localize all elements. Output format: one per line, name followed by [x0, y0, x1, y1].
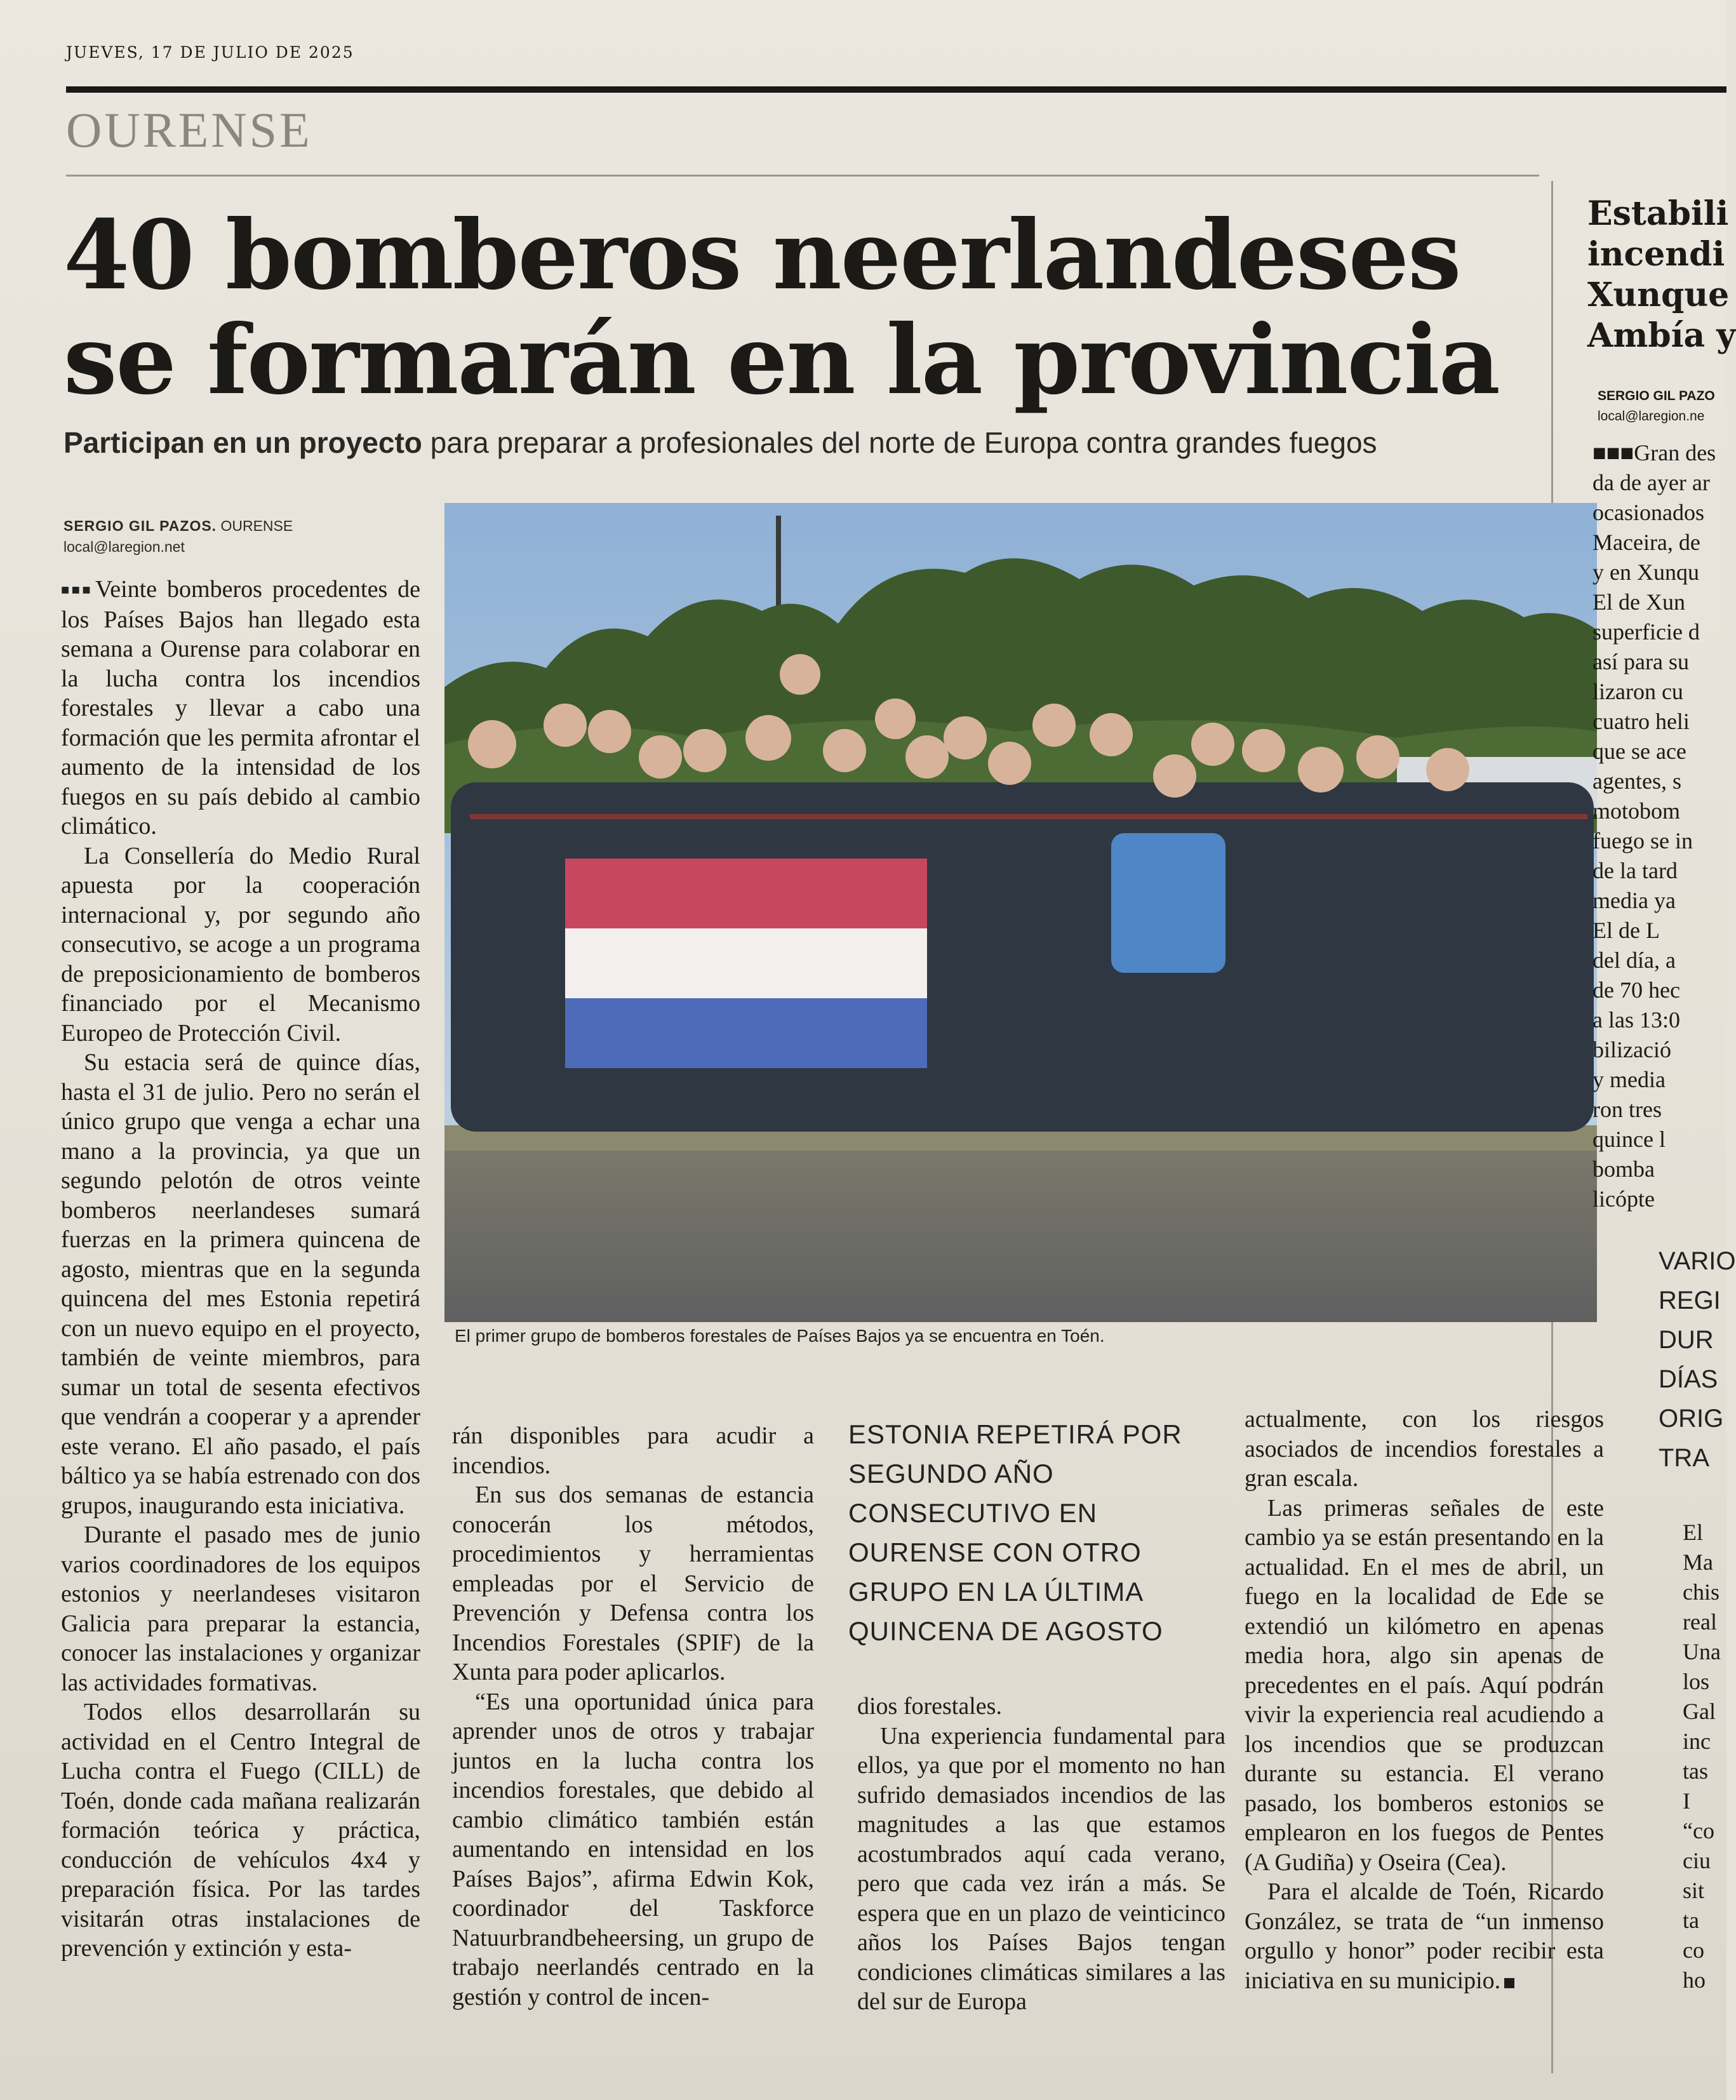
paragraph: ■■■ Veinte bomberos procedentes de los Países Bajos han llegado esta semana a Ourense para colaborar en la lucha contra los incendios forestales y llevar a cabo una formación que les permita afrontar el aumento de la intensidad de los fuegos en su país debido al cambio climático.	[61, 576, 420, 839]
paragraph: Todos ellos desarrollarán su actividad en el Centro Integral de Lucha contra el Fuego (CILL) de Toén, donde cada mañana realizarán formación teórica y práctica, conducción de vehículos 4x4 y preparación física. Por las tardes visitarán otras instalaciones de prevención y extinción y esta-	[61, 1699, 420, 1962]
text-line: fuego se in	[1592, 828, 1693, 853]
text-line: Ma	[1683, 1549, 1713, 1575]
text-line: Gal	[1683, 1699, 1716, 1724]
text-line: bilizació	[1592, 1037, 1671, 1062]
byline	[63, 518, 293, 556]
side-article-headline: Estabili incendi Xunque Ambía y	[1587, 194, 1736, 355]
text-line: a las 13:0	[1592, 1007, 1680, 1033]
text-line: lizaron cu	[1592, 679, 1683, 704]
side-article-pull-quote	[1659, 1241, 1736, 1478]
text-line: TRA	[1659, 1444, 1709, 1472]
paragraph: rán disponibles para acudir a incendios.	[452, 1422, 814, 1479]
pull-quote: ESTONIA REPETIRÁ POR SEGUNDO AÑO CONSECUTIVO EN OURENSE CON OTRO GRUPO EN LA ÚLTIMA QUINCENA DE AGOSTO	[848, 1419, 1182, 1646]
text-line: del día, a	[1592, 947, 1676, 973]
text-line: El de Xun	[1592, 589, 1685, 615]
side-article-byline: SERGIO GIL PAZO local@laregion.ne	[1598, 389, 1715, 424]
headline-line-2: se formarán en la provincia	[63, 304, 1499, 416]
paragraph: Las primeras señales de este cambio ya se están presentando en la actualidad. En el mes de abril, un fuego en la localidad de Ede se extendió un kilómetro en apenas media hora, algo sin apenas de precedentes en el país. Aquí podrán vivir la experiencia real acudiendo a los incendios que se produzcan durante su estancia. El verano pasado, los bomberos estonios se emplearon en los fuegos de Pentes (A Gudiña) y Oseira (Cea).	[1245, 1494, 1604, 1876]
text-line: cuatro heli	[1592, 709, 1690, 734]
text-line: de la tard	[1592, 858, 1678, 883]
text-line: ta	[1683, 1908, 1699, 1933]
headline	[63, 199, 1537, 416]
text-line: El	[1683, 1520, 1703, 1545]
text-line: ORIG	[1659, 1405, 1724, 1433]
subhead-rest: para preparar a profesionales del norte de Europa contra grandes fuegos	[422, 426, 1377, 459]
article-column-3	[857, 1692, 1225, 2017]
text-line: inc	[1683, 1729, 1711, 1754]
netherlands-flag	[565, 859, 927, 1068]
text-line: tas	[1683, 1758, 1708, 1784]
section-rule	[66, 175, 1539, 177]
text-line: y en Xunqu	[1592, 559, 1699, 585]
text-line: real	[1683, 1609, 1717, 1635]
text-line: de 70 hec	[1592, 977, 1680, 1003]
article-column-4	[1245, 1405, 1604, 1995]
photo-caption: El primer grupo de bomberos forestales de Países Bajos ya se encuentra en Toén.	[455, 1326, 1105, 1346]
author-name: SERGIO GIL PAZOS.	[63, 518, 217, 534]
paragraph: Para el alcalde de Toén, Ricardo González, se trata de “un inmenso orgullo y honor” poder recibir esta iniciativa en su municipio.	[1245, 1878, 1604, 1994]
text-line: El de L	[1592, 918, 1660, 943]
text-line: “co	[1683, 1818, 1714, 1843]
text-line: así para su	[1592, 649, 1689, 674]
text-line: DÍAS	[1659, 1365, 1718, 1393]
article-column-2	[452, 1421, 814, 2012]
text-line: ciu	[1683, 1848, 1711, 1873]
text-line: Maceira, de	[1592, 530, 1700, 555]
text-line: ocasionados	[1592, 500, 1704, 525]
paragraph: actualmente, con los riesgos asociados de incendios forestales a gran escala.	[1245, 1406, 1604, 1492]
paragraph: dios forestales.	[857, 1693, 1002, 1720]
text-line: que se ace	[1592, 739, 1686, 764]
author-email: local@laregion.net	[63, 538, 185, 555]
subheadline	[63, 425, 1377, 460]
paragraph: “Es una oportunidad única para aprender unos de otros y trabajar juntos en la lucha contra los incendios forestales, que debido al cambio climático también están aumentando en intensidad en los Países Bajos”, afirma Edwin Kok, coordinador del Taskforce Natuurbrandbeheersing, un grupo de trabajo neerlandés centrado en la gestión y control de incen-	[452, 1688, 814, 2010]
text-line: los	[1683, 1669, 1710, 1694]
text-line: agentes, s	[1592, 768, 1681, 794]
paragraph: Durante el pasado mes de junio varios coordinadores de los equipos estonios y neerlandeses visitaron Galicia para preparar la estancia, conocer las instalaciones y organizar las actividades formativas.	[61, 1521, 420, 1696]
text-line: licópte	[1592, 1186, 1655, 1212]
text-line: y media	[1592, 1067, 1666, 1092]
paragraph: En sus dos semanas de estancia conocerán los métodos, procedimientos y herramientas empleadas por el Servicio de Prevención y Defensa contra los Incendios Forestales (SPIF) de la Xunta para poder aplicarlos.	[452, 1481, 814, 1685]
side-article-text	[1592, 438, 1726, 1214]
article-column-1	[61, 575, 420, 1963]
text-line: VARIO	[1659, 1247, 1736, 1275]
end-mark-icon	[1504, 1978, 1514, 1988]
text-line: media ya	[1592, 888, 1676, 913]
text-line: motobom	[1592, 798, 1681, 824]
text-line: Una	[1683, 1639, 1721, 1664]
firefighters-group-photo	[444, 503, 1597, 1322]
lead-square-icon: ■■■	[61, 582, 93, 598]
article-photo	[444, 503, 1597, 1322]
side-article-text-2	[1683, 1518, 1726, 1995]
text-line: REGI	[1659, 1287, 1721, 1314]
text-line: I	[1683, 1788, 1690, 1814]
paragraph: Su estacia será de quince días, hasta el 31 de julio. Pero no serán el único grupo que venga a echar una mano a la provincia, ya que un segundo pelotón de otros veinte bomberos neerlandeses sumará fuerzas en la primera quincena de agosto, mientras que en la segunda quincena del mes Estonia repetirá con un nuevo equipo en el proyecto, también de veinte miembros, para sumar un total de sesenta efectivos que vendrán a cooperar y a aprender este verano. El año pasado, el país báltico ya se había estrenado con dos grupos, inaugurando esta iniciativa.	[61, 1049, 420, 1519]
text-line: ron tres	[1592, 1097, 1662, 1122]
text-line: ■■■Gran des	[1592, 440, 1716, 465]
section-title: OURENSE	[66, 102, 312, 157]
text-line: sit	[1683, 1878, 1705, 1903]
author-location: OURENSE	[217, 518, 293, 534]
top-rule	[66, 86, 1726, 93]
paragraph: La Consellería do Medio Rural apuesta por la cooperación internacional y, por segundo año consecutivo, se acoge a un programa de preposicionamiento de bomberos financiado por el Mecanismo Europeo de Protección Civil.	[61, 842, 420, 1047]
text-line: superficie d	[1592, 619, 1700, 645]
headline-line-1: 40 bomberos neerlandeses	[63, 199, 1460, 311]
text-line: bomba	[1592, 1156, 1655, 1182]
issue-date: JUEVES, 17 DE JULIO DE 2025	[66, 43, 354, 62]
text-line: ho	[1683, 1967, 1706, 1993]
text-line: co	[1683, 1937, 1704, 1963]
paragraph: Una experiencia fundamental para ellos, ya que por el momento no han sufrido demasiados incendios de las magnitudes a las que estamos acostumbrados aquí cada verano, pero que cada vez irán a más. Se espera que en un plazo de veinticinco años los Países Bajos tengan condiciones climáticas similares a las del sur de Europa	[857, 1722, 1225, 2015]
subhead-lead: Participan en un proyecto	[63, 426, 422, 459]
text-line: chis	[1683, 1579, 1719, 1605]
text-line: quince l	[1592, 1127, 1666, 1152]
text-line: DUR	[1659, 1326, 1714, 1354]
text-line: da de ayer ar	[1592, 470, 1710, 495]
